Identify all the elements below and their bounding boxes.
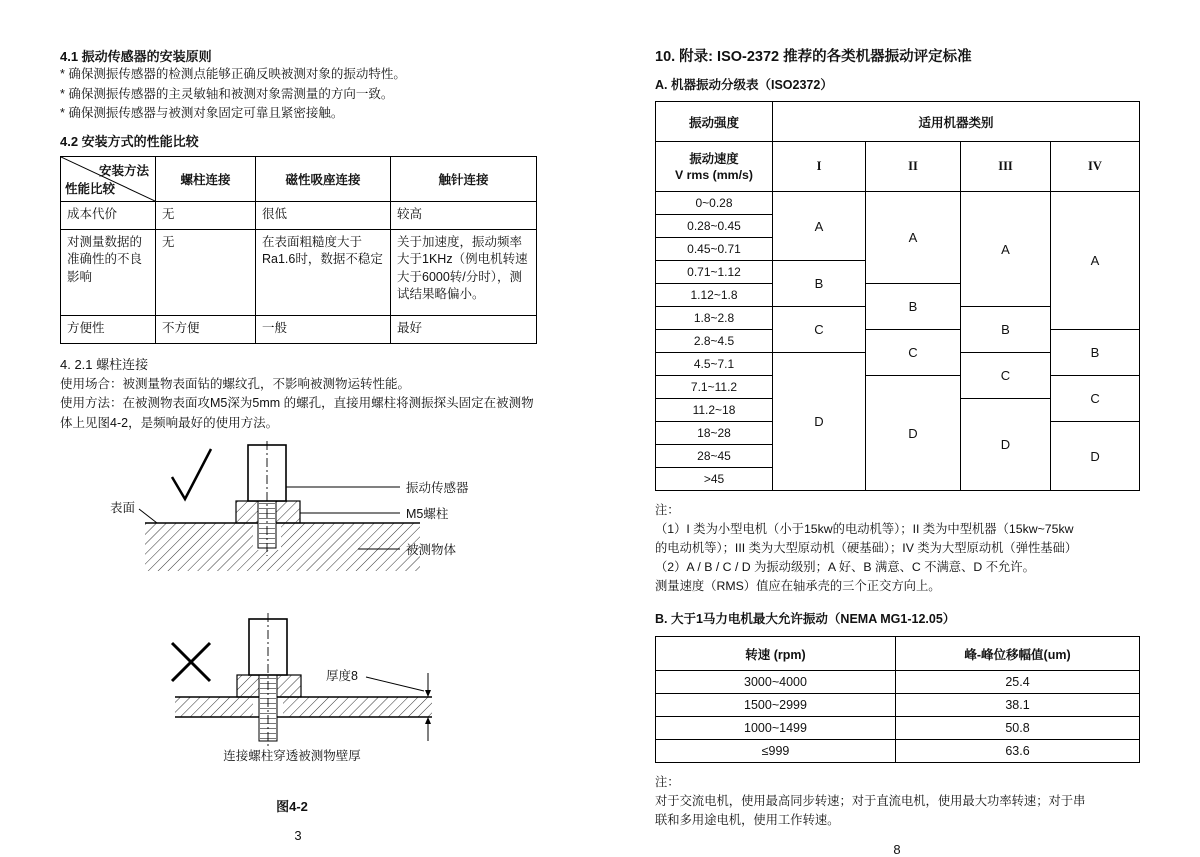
nema-vibration-table	[655, 636, 1140, 763]
bullet-line: * 确保测振传感器的主灵敏轴和被测对象需测量的方向一致。	[60, 86, 394, 101]
nema-rpm-cell: 1000~1499	[656, 717, 896, 740]
comparison-row-label: 方便性	[61, 315, 156, 343]
iso-grade-cell: D	[961, 399, 1051, 491]
iso-grade-cell: C	[961, 353, 1051, 399]
section-4-2-1-title: 4. 2.1 螺柱连接	[60, 356, 149, 372]
iso-grade-cell: D	[773, 353, 866, 491]
nema-table-row	[656, 717, 1140, 740]
iso-speed-cell: >45	[656, 468, 773, 491]
iso-grade-cell: A	[1051, 192, 1140, 330]
iso-velocity-header	[656, 142, 773, 192]
nema-rpm-cell: 1500~2999	[656, 694, 896, 717]
comparison-row-label: 对测量数据的准确性的不良影响	[61, 229, 156, 315]
nema-rpm-cell: ≤999	[656, 740, 896, 763]
note-line: 注：	[655, 503, 680, 517]
iso-speed-cell: 18~28	[656, 422, 773, 445]
iso-grade-cell: A	[961, 192, 1051, 307]
class-header-IV: IV	[1051, 142, 1140, 192]
class-header-I: I	[773, 142, 866, 192]
nema-table-body	[656, 671, 1140, 763]
comparison-cell: 最好	[391, 315, 537, 343]
class-header-II: II	[866, 142, 961, 192]
usage-line: 使用场合：被测量物表面钻的螺纹孔，不影响被测物运转性能。	[60, 376, 411, 391]
iso-grade-cell: A	[866, 192, 961, 284]
comparison-table-row	[61, 315, 537, 343]
iso-speed-cell: 2.8~4.5	[656, 330, 773, 353]
note-line: 的电动机等）；III 类为大型原动机（硬基础）；IV 类为大型原动机（弹性基础）	[655, 541, 1078, 555]
appendix-title: 10. 附录: ISO-2372 推荐的各类机器振动评定标准	[655, 49, 972, 65]
iso-speed-cell: 7.1~11.2	[656, 376, 773, 399]
iso-grade-cell: B	[1051, 330, 1140, 376]
nema-table-row	[656, 671, 1140, 694]
page-number-right: 8	[893, 842, 901, 857]
figure-caption: 图4-2	[276, 799, 308, 814]
nema-header-row	[656, 637, 1140, 671]
bullet-line: * 确保测振传感器与被测对象固定可靠且紧密接触。	[60, 106, 344, 120]
iso-speed-cell: 0~0.28	[656, 192, 773, 215]
section-4-1-bullets	[60, 65, 540, 124]
iso-grade-cell: D	[1051, 422, 1140, 491]
page-3	[60, 48, 540, 843]
column-header-stud: 螺柱连接	[156, 156, 256, 201]
object-label: 被测物体	[406, 543, 457, 557]
iso-table-row	[656, 330, 1140, 353]
cross-icon	[172, 643, 210, 681]
corner-label-performance: 性能比较	[65, 181, 116, 196]
installation-comparison-table	[60, 156, 537, 344]
section-a-title: A. 机器振动分级表（ISO2372）	[655, 78, 833, 92]
nema-displacement-header: 峰-峰位移幅值(um)	[896, 637, 1140, 671]
note-line: 联和多用途电机，使用工作转速。	[655, 813, 840, 827]
corner-label-method: 安装方法	[98, 163, 149, 178]
wrong-installation-caption: 连接螺柱穿透被测物壁厚	[223, 749, 361, 763]
iso-speed-cell: 11.2~18	[656, 399, 773, 422]
note-line: 对于交流电机，使用最高同步转速；对于直流电机，使用最大功率转速；对于串	[655, 794, 1086, 808]
comparison-cell: 不方便	[156, 315, 256, 343]
comparison-cell: 在表面粗糙度大于Ra1.6时，数据不稳定	[256, 229, 391, 315]
nema-rpm-header: 转速 (rpm)	[656, 637, 896, 671]
column-header-probe: 触针连接	[391, 156, 537, 201]
page-number-left: 3	[294, 828, 302, 843]
comparison-cell: 关于加速度，振动频率大于1KHz（例电机转速大于6000转/分时），测试结果略偏小。	[391, 229, 537, 315]
iso-header-row-2	[656, 142, 1140, 192]
note-line: 注：	[655, 775, 680, 789]
comparison-cell: 很低	[256, 201, 391, 229]
iso-grade-cell: A	[773, 192, 866, 261]
section-4-2-title: 4.2 安装方式的性能比较	[60, 133, 199, 149]
note-line: （2）A / B / C / D 为振动级别；A 好、B 满意、C 不满意、D 不允许。	[655, 560, 1035, 574]
velocity-header-line1: 振动速度	[689, 151, 739, 166]
bullet-line: * 确保测振传感器的检测点能够正确反映被测对象的振动特性。	[60, 67, 406, 81]
iso-table-row	[656, 192, 1140, 215]
nema-displacement-cell: 50.8	[896, 717, 1140, 740]
iso-header-row-1	[656, 102, 1140, 142]
iso-table-body	[656, 192, 1140, 491]
section-b-title: B. 大于1马力电机最大允许振动（NEMA MG1-12.05）	[655, 612, 956, 626]
velocity-header-line2: V rms (mm/s)	[675, 167, 753, 182]
note-line: （1）I 类为小型电机（小于15kw的电动机等）；II 类为中型机器（15kw~75kw	[655, 522, 1074, 536]
iso-table-row	[656, 376, 1140, 399]
comparison-header-row	[61, 156, 537, 201]
notes-a	[655, 501, 1139, 596]
sensor-label: 振动传感器	[406, 481, 469, 495]
nema-displacement-cell: 63.6	[896, 740, 1140, 763]
iso-grade-cell: C	[1051, 376, 1140, 422]
class-header-III: III	[961, 142, 1051, 192]
iso-grade-cell: D	[866, 376, 961, 491]
iso-grade-cell: C	[773, 307, 866, 353]
section-4-1-title: 4.1 振动传感器的安装原则	[60, 49, 212, 64]
iso-speed-cell: 1.8~2.8	[656, 307, 773, 330]
figure-wrong-installation	[172, 613, 432, 763]
iso-speed-cell: 4.5~7.1	[656, 353, 773, 376]
iso-speed-cell: 0.28~0.45	[656, 215, 773, 238]
notes-b	[655, 773, 1139, 830]
note-line: 测量速度（RMS）值应在轴承壳的三个正交方向上。	[655, 579, 941, 593]
nema-displacement-cell: 38.1	[896, 694, 1140, 717]
diagonal-header-cell	[61, 156, 156, 201]
iso-speed-cell: 1.12~1.8	[656, 284, 773, 307]
measured-object-section	[145, 523, 420, 571]
comparison-cell: 一般	[256, 315, 391, 343]
section-4-2-1-text	[60, 375, 540, 434]
nema-table-row	[656, 740, 1140, 763]
comparison-table-row	[61, 201, 537, 229]
iso-grade-cell: B	[773, 261, 866, 307]
nema-displacement-cell: 25.4	[896, 671, 1140, 694]
check-icon	[172, 449, 211, 499]
comparison-row-label: 成本代价	[61, 201, 156, 229]
thin-wall-section	[175, 697, 432, 717]
column-header-magnet: 磁性吸座连接	[256, 156, 391, 201]
nema-table-row	[656, 694, 1140, 717]
figure-correct-installation	[110, 441, 469, 571]
stud-label: M5螺柱	[406, 507, 449, 521]
comparison-table-body	[61, 201, 537, 343]
figure-4-2	[60, 441, 540, 776]
iso-intensity-header: 振动强度	[656, 102, 773, 142]
iso-grade-cell: B	[961, 307, 1051, 353]
iso-speed-cell: 0.45~0.71	[656, 238, 773, 261]
comparison-cell: 较高	[391, 201, 537, 229]
iso-2372-table	[655, 101, 1140, 491]
iso-machine-class-header: 适用机器类别	[773, 102, 1140, 142]
comparison-cell: 无	[156, 201, 256, 229]
iso-speed-cell: 0.71~1.12	[656, 261, 773, 284]
nema-rpm-cell: 3000~4000	[656, 671, 896, 694]
surface-label: 表面	[110, 501, 136, 515]
page-8	[655, 48, 1139, 857]
usage-line: 使用方法：在被测物表面攻M5深为5mm 的螺孔，直接用螺柱将测振探头固定在被测物体上见图4-2，是频响最好的使用方法。	[60, 396, 534, 430]
iso-grade-cell: B	[866, 284, 961, 330]
comparison-table-row	[61, 229, 537, 315]
surface-leader-line	[139, 509, 157, 523]
thickness-label: 厚度8	[326, 669, 358, 683]
iso-speed-cell: 28~45	[656, 445, 773, 468]
iso-grade-cell: C	[866, 330, 961, 376]
stud-bolt-threads	[259, 502, 275, 547]
comparison-cell: 无	[156, 229, 256, 315]
